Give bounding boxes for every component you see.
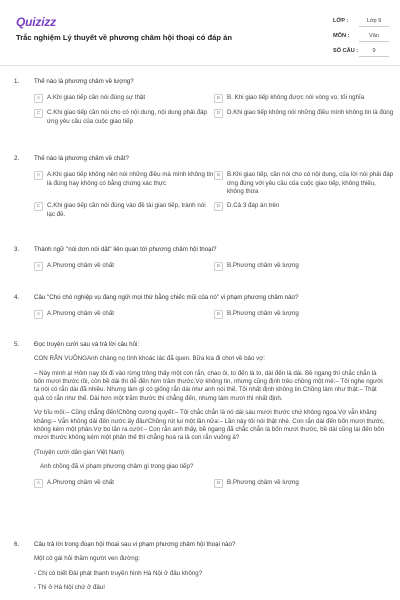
option-text: B. Khi giao tiếp không được nói vòng vo, tối nghĩa xyxy=(227,94,365,102)
option-b[interactable] xyxy=(214,262,394,271)
option-a[interactable] xyxy=(34,171,214,196)
question-number: 2. xyxy=(14,155,20,162)
option-b[interactable] xyxy=(214,171,394,196)
option-c[interactable] xyxy=(34,109,214,126)
question-3 xyxy=(14,246,388,271)
option-letter: A xyxy=(34,171,43,180)
option-a[interactable] xyxy=(34,262,214,271)
option-text: B.Phương châm về lượng xyxy=(227,262,299,270)
question-number: 1. xyxy=(14,78,20,85)
option-letter: B xyxy=(214,310,223,319)
dialogue-line: - Chị có biết Đài phát thanh truyền hình Hà Nội ở đâu không? xyxy=(34,569,203,577)
option-a[interactable] xyxy=(34,94,214,103)
meta-panel xyxy=(333,15,389,60)
option-text: B.Phương châm về lượng xyxy=(227,479,299,487)
option-b[interactable] xyxy=(214,479,394,488)
option-text: A.Khi giao tiếp không nên nói những điều mà mình không tin là đúng hay không có bằng chứng xác thực xyxy=(47,171,214,187)
question-2 xyxy=(14,155,394,219)
option-text: B.Phương châm về lượng xyxy=(227,310,299,318)
question-1 xyxy=(14,78,394,126)
option-b[interactable] xyxy=(214,310,394,319)
option-text: A.Phương châm về chất xyxy=(47,262,115,270)
option-letter: A xyxy=(34,94,43,103)
meta-row-class xyxy=(333,15,389,28)
option-text: A.Khi giao tiếp cần nói đúng sự thật xyxy=(47,94,146,102)
question-number: 4. xyxy=(14,294,20,301)
meta-value: Lớp 9 xyxy=(359,16,389,27)
option-text: C.Khi giao tiếp cần nói đúng vào đề tài giao tiếp, tránh nói lạc đề. xyxy=(47,202,206,218)
option-letter: B xyxy=(214,94,223,103)
option-letter: B xyxy=(214,479,223,488)
reading-paragraph: Vợ bĩu môi:– Cũng chẳng đến!Chồng cương quyết:– Tôi chắc chắn là nó dài sáu mươi thước chứ không ngoa.Vợ vẫn khăng khăng:– Vẫn không dài đến nước ấy đâu!Chồng rút lui một lần nữa:– Lần này tôi nói thật nhé. Con rắn dài đến bốn mươi thước, không kém một phân.Vợ bo lăn ra cười:– Con rắn anh thấy, bề ngang đã chắc chắn là bốn mươi thước, bề dài cũng lại đến bốn mươi thước không kém một phân thế thì chẳng hoá ra là con rắn vuông à? xyxy=(34,409,385,442)
page-title: Trắc nghiệm Lý thuyết về phương châm hội thoại có đáp án xyxy=(16,33,232,42)
option-text: A.Phương châm về chất xyxy=(47,479,115,487)
question-5 xyxy=(14,341,388,488)
option-letter: C xyxy=(34,202,43,211)
question-text: Đọc truyện cười sau và trả lời câu hỏi: xyxy=(34,341,140,348)
option-text: D.Khi giao tiếp không nói những điều mình không tin là đúng xyxy=(227,109,394,117)
option-d[interactable] xyxy=(214,109,394,126)
option-letter: B xyxy=(214,262,223,271)
question-number: 6. xyxy=(14,541,20,548)
question-number: 5. xyxy=(14,341,20,348)
option-letter: A xyxy=(34,310,43,319)
option-letter: C xyxy=(34,109,43,118)
reading-paragraph: CON RẮN VUÔNGAnh chàng nọ tính khoác lác đã quen. Bữa kia đi chơi về bảo vợ: xyxy=(34,355,265,363)
question-6 xyxy=(14,541,388,592)
meta-key: SỐ CÂU : xyxy=(333,47,359,54)
option-letter: A xyxy=(34,479,43,488)
question-text: Thế nào là phương châm về lượng? xyxy=(34,78,134,85)
question-text: Thế nào là phương châm về chất? xyxy=(34,155,129,162)
option-letter: B xyxy=(214,171,223,180)
dialogue-line: Một cô gái hỏi thăm người ven đường: xyxy=(34,555,140,563)
option-text: D.Cả 3 đáp án trên xyxy=(227,202,280,210)
reading-source: (Truyện cười dân gian Việt Nam) xyxy=(34,448,125,456)
option-text: B.Khi giao tiếp, cần nói cho có nội dung, của lời nói phải đáp ứng đúng với yêu cầu của cuộc giao tiếp, không thiếu, không thừa xyxy=(227,171,394,196)
meta-key: MÔN : xyxy=(333,32,350,39)
option-a[interactable] xyxy=(34,479,214,488)
option-letter: A xyxy=(34,262,43,271)
worksheet-header xyxy=(0,0,400,62)
option-letter: D xyxy=(214,109,223,118)
meta-row-subject xyxy=(333,30,389,43)
dialogue-line: - Thì ở Hà Nội chứ ở đâu! xyxy=(34,584,105,592)
question-4 xyxy=(14,294,388,319)
option-text: C.Khi giao tiếp cần nói cho có nội dung, nội dung phải đáp ứng yêu cầu của cuộc giao tiếp xyxy=(47,109,207,125)
option-letter: D xyxy=(214,202,223,211)
header-divider xyxy=(0,65,400,66)
question-text: Câu "Chú chó nghiệp vụ đang ngửi mọi thứ bằng chiếc mũi của nó" vi phạm phương châm nào? xyxy=(34,294,299,301)
option-a[interactable] xyxy=(34,310,214,319)
quizizz-logo: Quizizz xyxy=(16,15,56,29)
meta-value: 9 xyxy=(359,46,389,57)
meta-key: LỚP : xyxy=(333,17,349,24)
question-number: 3. xyxy=(14,246,20,253)
sub-question: Anh chồng đã vi phạm phương châm gì trong giao tiếp? xyxy=(40,462,194,470)
question-text: Câu trả lời trong đoạn hội thoại sau vi phạm phương châm hội thoại nào? xyxy=(34,541,236,548)
reading-paragraph: – Này mình ạ! Hôm nay tôi đi vào rừng trông thấy một con rắn, chao ôi, to đến là to, dài đến là dài. Bề ngang thì chắc chắn là bốn mươi thước rồi, còn bề dài thì dễ đến hơn trăm thước.Vợ không tin, nhưng cũng định trêu chồng một mẻ:– Tôi nghe người ta nói có rắn dài đã nhiều. Nhưng làm gì có giống rắn dài như anh nói thế. Tôi nhất định không tin.Chồng làm như thật:– Thật quả có rắn như thế. Dài hơn một trăm thước thì chẳng đến, nhưng tám mươi thì nhất định. xyxy=(34,369,383,402)
option-text: A.Phương châm về chất xyxy=(47,310,115,318)
meta-row-count xyxy=(333,45,389,58)
option-c[interactable] xyxy=(34,202,214,219)
option-d[interactable] xyxy=(214,202,394,219)
option-b[interactable] xyxy=(214,94,394,103)
question-text: Thành ngữ "nói dơn nói dặt" liên quan tới phương châm hội thoại? xyxy=(34,246,217,253)
meta-value: Văn xyxy=(359,31,389,42)
